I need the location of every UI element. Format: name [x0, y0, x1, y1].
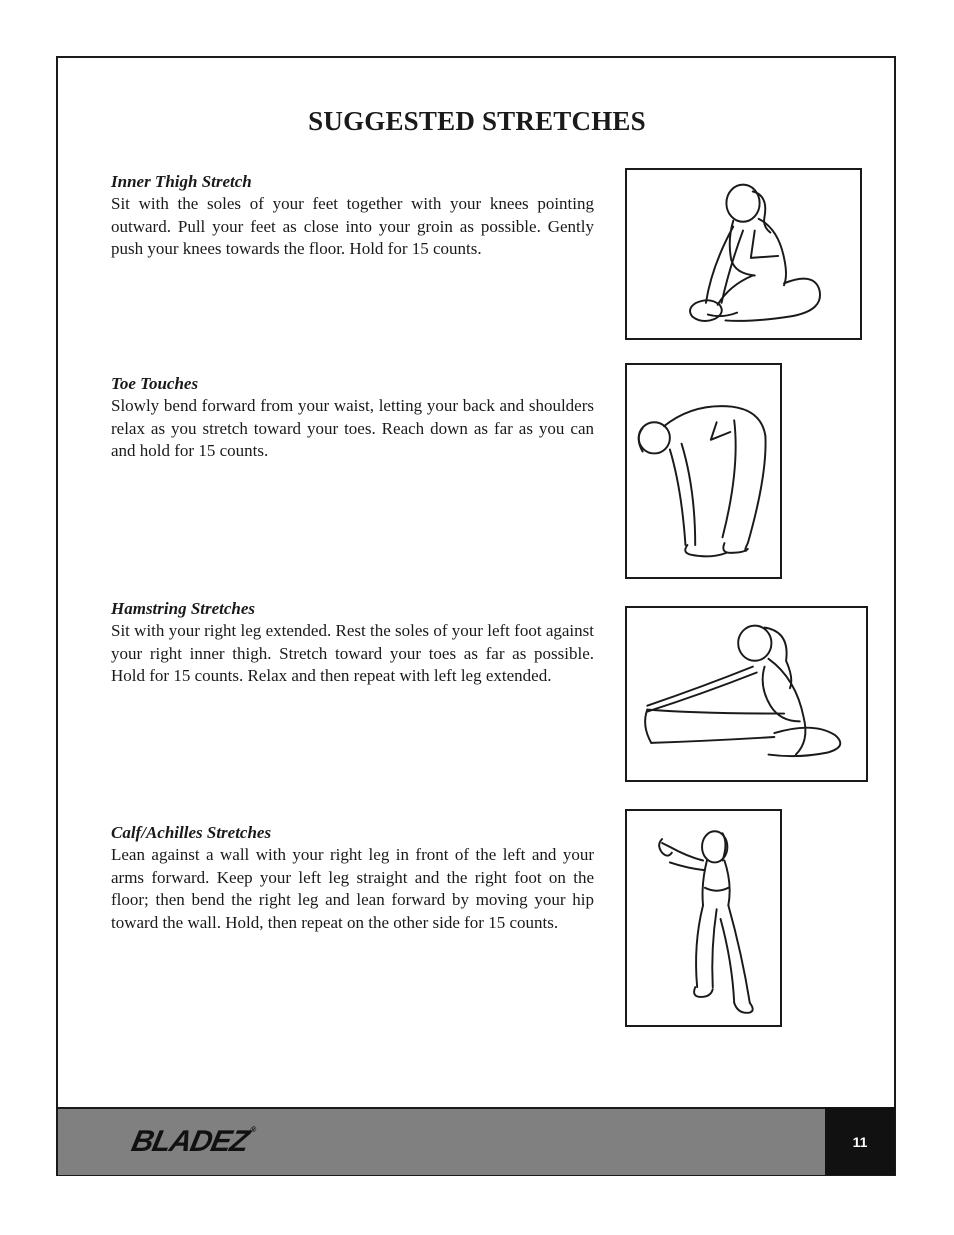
- calf-achilles-stretches-illustration: [625, 809, 782, 1027]
- section-hamstring-stretches: [111, 598, 594, 688]
- section-toe-touches: [111, 373, 594, 463]
- section-heading: Calf/Achilles Stretches: [111, 823, 272, 842]
- section-heading: Hamstring Stretches: [111, 599, 256, 618]
- forward-bend-figure-icon: [627, 365, 780, 577]
- hamstring-stretches-illustration: [625, 606, 868, 782]
- section-inner-thigh-stretch: [111, 171, 594, 261]
- page-number: 11: [852, 1134, 868, 1150]
- section-body: Sit with your right leg extended. Rest the soles of your left foot against your right inner thigh. Stretch toward your toes as far as possible. Hold for 15 counts. Relax and then repeat with left leg extended.: [111, 621, 594, 686]
- brand-name: BLADEZ: [128, 1125, 252, 1158]
- seated-butterfly-figure-icon: [627, 170, 860, 338]
- page-number-box: [825, 1107, 895, 1175]
- section-body: Sit with the soles of your feet together with your knees pointing outward. Pull your feet as close into your groin as possible. Gently push your knees towards the floor. Hold for 15 counts.: [111, 194, 594, 259]
- brand-logo: [128, 1125, 257, 1159]
- section-heading: Toe Touches: [111, 374, 199, 393]
- inner-thigh-stretch-illustration: [625, 168, 862, 340]
- section-body: Slowly bend forward from your waist, letting your back and shoulders relax as you stretch toward your toes. Reach down as far as you can and hold for 15 counts.: [111, 396, 594, 461]
- section-calf-achilles-stretches: [111, 822, 594, 934]
- seated-reach-figure-icon: [627, 608, 866, 780]
- toe-touches-illustration: [625, 363, 782, 579]
- section-body: Lean against a wall with your right leg in front of the left and your arms forward. Keep your left leg straight and the right foot on the floor; then bend the right leg and lean forward by moving your hip toward the wall. Hold, then repeat on the other side for 15 counts.: [111, 845, 594, 932]
- wall-lean-figure-icon: [627, 811, 780, 1025]
- brand-mark: ®: [249, 1125, 258, 1134]
- section-heading: Inner Thigh Stretch: [111, 172, 252, 191]
- page-title: SUGGESTED STRETCHES: [308, 106, 646, 136]
